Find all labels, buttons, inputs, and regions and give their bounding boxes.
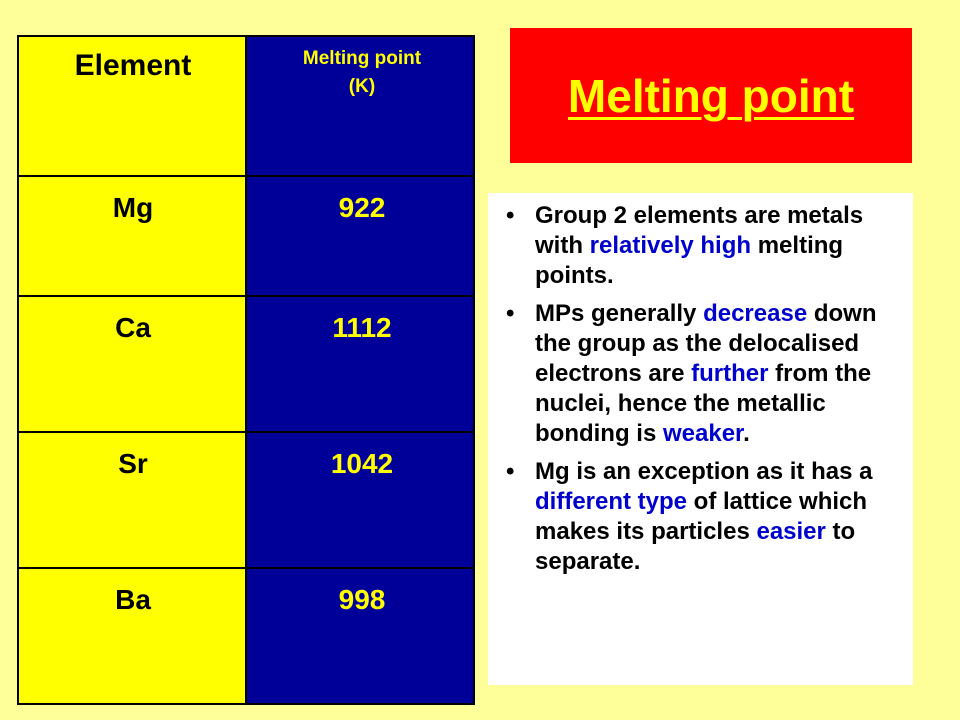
note-text: melting points. [535,232,844,289]
row-divider [19,175,473,177]
note-text: . [743,420,750,447]
row-divider [19,567,473,569]
row-divider [19,431,473,433]
element-cell: Sr [118,448,148,479]
note-text: down the group as the delocalised electrons are [535,300,877,387]
note-item [506,201,903,291]
header-mp-line1: Melting point [302,48,422,69]
header-element: Element [74,49,192,82]
note-highlight: weaker [662,420,744,447]
title-box [510,28,912,163]
element-cell: Ca [115,312,151,343]
note-highlight: relatively high [589,232,752,259]
mp-cell: 998 [338,584,386,615]
element-cell: Mg [112,192,154,223]
mp-cell: 922 [338,192,386,223]
note-text: of lattice which makes its particles [535,488,868,545]
row-divider [19,295,473,297]
notes-list [506,201,903,577]
slide-title: Melting point [567,69,855,122]
header-mp-line2: (K) [348,76,376,97]
mp-cell: 1042 [330,448,394,479]
note-text: to separate. [535,518,856,575]
note-item [506,299,903,449]
note-text: Group 2 elements are metals with [535,202,864,259]
note-item [506,457,903,577]
element-cell: Ba [115,584,151,615]
note-highlight: easier [756,518,826,545]
note-highlight: further [691,360,769,387]
mp-cell: 1112 [332,312,392,343]
note-text: MPs generally [535,300,704,327]
header-melting-point [249,45,475,101]
note-text: Mg is an exception as it has a [535,458,873,485]
bullet-icon: • [506,458,515,485]
note-highlight: decrease [703,300,808,327]
melting-point-table [17,35,475,705]
bullet-icon: • [506,202,515,229]
note-text: from the nuclei, hence the metallic bonding is [535,360,872,447]
note-highlight: different type [535,488,688,515]
notes-box [488,193,913,685]
bullet-icon: • [506,300,515,327]
